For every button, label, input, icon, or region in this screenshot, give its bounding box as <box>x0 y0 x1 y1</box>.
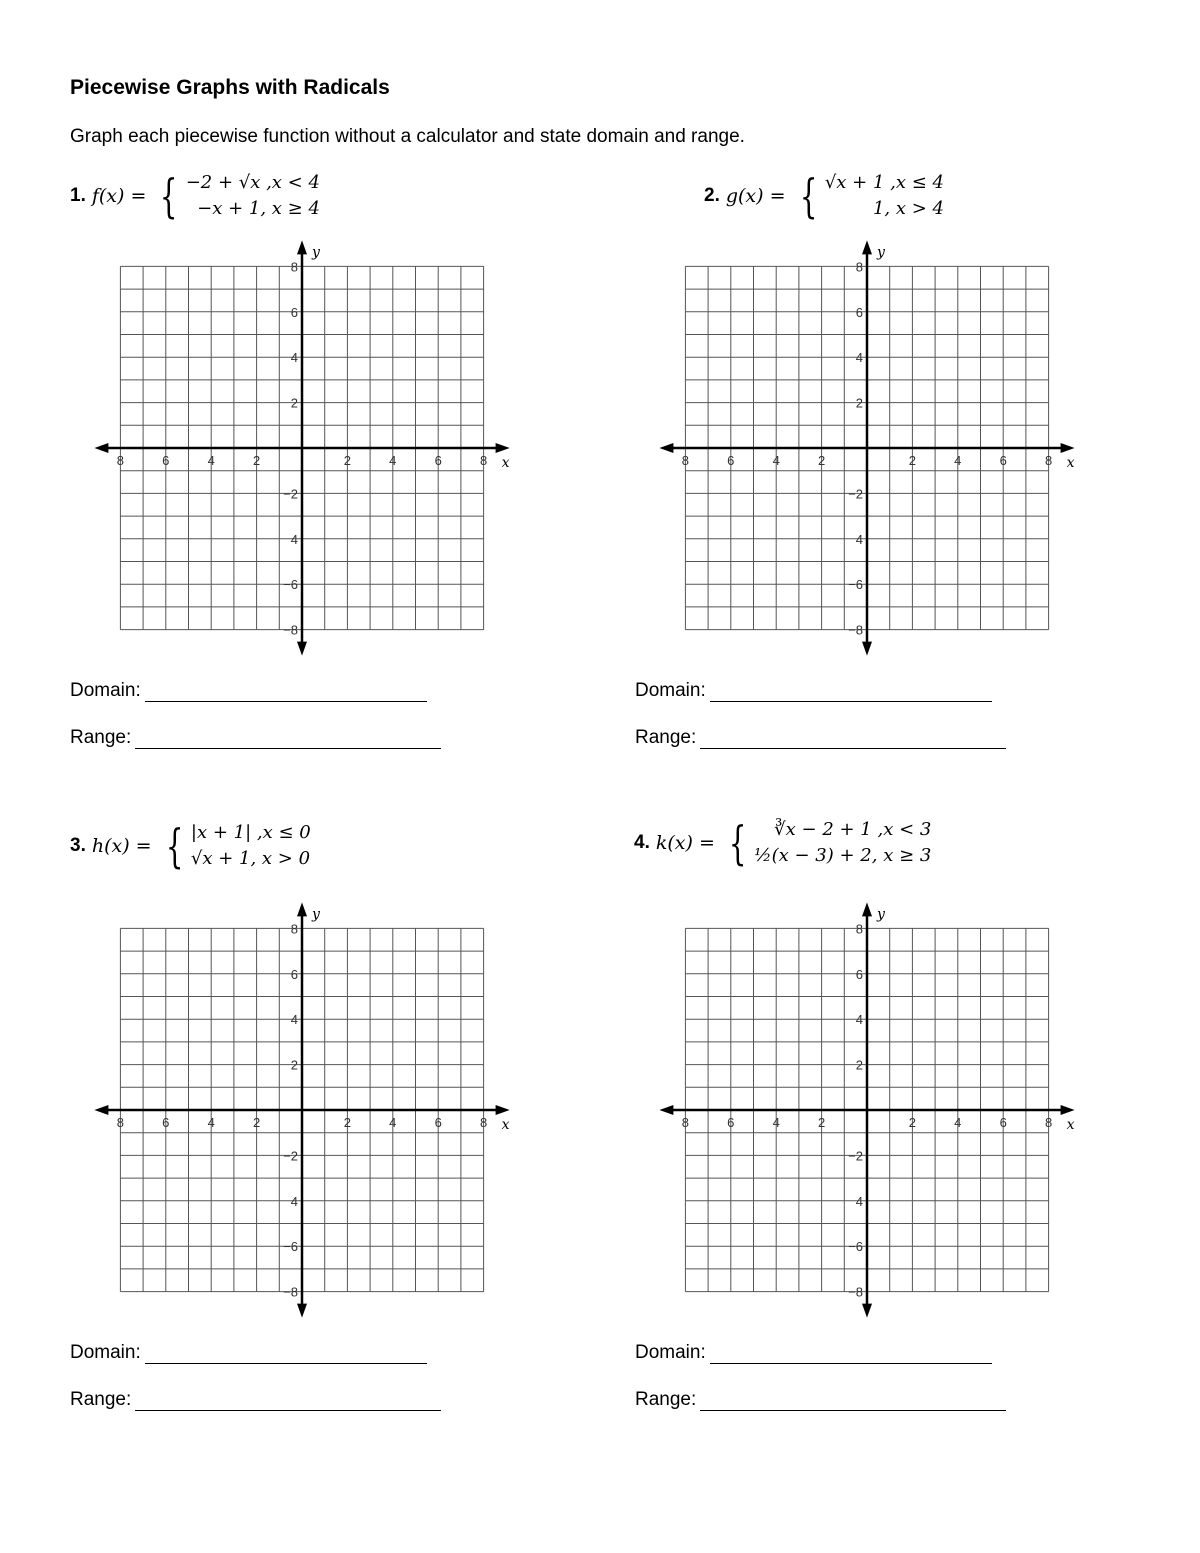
y-tick-label: 6 <box>290 966 298 982</box>
x-tick-label: 4 <box>207 453 215 468</box>
domain-blank[interactable] <box>145 681 427 702</box>
arrow-up-icon <box>297 902 307 916</box>
y-tick-label: −2 <box>283 1148 298 1164</box>
x-tick-label: 6 <box>999 453 1007 468</box>
range-answer-4[interactable] <box>635 1389 1006 1411</box>
y-axis-label: y <box>877 906 885 923</box>
y-tick-label: 4 <box>290 1012 298 1028</box>
x-tick-label: 8 <box>681 453 690 468</box>
x-tick-label: 6 <box>999 1115 1007 1130</box>
instructions: Graph each piecewise function without a calculator and state domain and range. <box>70 126 745 147</box>
y-tick-label: 8 <box>855 259 863 275</box>
range-answer-3[interactable] <box>70 1389 441 1411</box>
domain-blank[interactable] <box>145 1343 427 1364</box>
x-axis-label: x <box>501 1117 510 1133</box>
x-tick-label: 2 <box>252 1115 261 1130</box>
y-tick-label: −2 <box>848 486 863 502</box>
y-tick-label: 4 <box>290 531 298 547</box>
domain-label: Domain: <box>635 1342 706 1363</box>
y-tick-label: 4 <box>855 350 863 366</box>
y-tick-label: 2 <box>855 395 863 411</box>
page-title: Piecewise Graphs with Radicals <box>70 76 390 99</box>
y-axis-label: y <box>877 244 885 261</box>
y-tick-label: 6 <box>290 304 298 320</box>
x-tick-label: 4 <box>389 453 397 468</box>
x-tick-label: 6 <box>727 453 735 468</box>
range-label: Range: <box>635 1389 697 1410</box>
range-blank[interactable] <box>700 728 1006 749</box>
arrow-right-icon <box>496 1105 510 1115</box>
arrow-up-icon <box>862 240 872 254</box>
case-1: √x + 1 ,x ≤ 4 <box>824 172 944 193</box>
x-tick-label: 2 <box>343 453 352 468</box>
range-answer-1[interactable] <box>70 727 441 749</box>
y-tick-label: 4 <box>290 350 298 366</box>
x-tick-label: 4 <box>389 1115 397 1130</box>
domain-answer-4[interactable] <box>635 1342 992 1364</box>
y-tick-label: 8 <box>855 921 863 937</box>
problem-number: 1. <box>70 185 86 206</box>
arrow-down-icon <box>862 1304 872 1318</box>
x-tick-label: 2 <box>908 453 917 468</box>
x-tick-label: 4 <box>954 1115 962 1130</box>
domain-answer-3[interactable] <box>70 1342 427 1364</box>
x-tick-label: 6 <box>434 1115 442 1130</box>
x-axis-label: x <box>501 455 510 471</box>
y-axis-label: y <box>312 906 320 923</box>
y-tick-label: −8 <box>848 1284 863 1300</box>
range-label: Range: <box>70 1389 132 1410</box>
y-tick-label: −2 <box>283 486 298 502</box>
arrow-left-icon <box>94 1105 108 1115</box>
case-1: −2 + √x ,x < 4 <box>185 172 320 193</box>
y-tick-label: −6 <box>848 577 863 593</box>
x-tick-label: 2 <box>343 1115 352 1130</box>
y-axis-label: y <box>312 244 320 261</box>
function-name: g(x) = <box>725 185 786 207</box>
case-1: ∛x − 2 + 1 ,x < 3 <box>774 819 932 840</box>
y-tick-label: 4 <box>855 1193 863 1209</box>
problem-number: 3. <box>70 835 86 856</box>
range-blank[interactable] <box>135 728 441 749</box>
range-blank[interactable] <box>700 1390 1006 1411</box>
x-tick-label: 2 <box>817 453 826 468</box>
domain-label: Domain: <box>635 680 706 701</box>
x-tick-label: 8 <box>1044 453 1053 468</box>
range-label: Range: <box>635 727 697 748</box>
x-tick-label: 4 <box>772 453 780 468</box>
problem-number: 2. <box>704 185 720 206</box>
case-1: |x + 1| ,x ≤ 0 <box>190 822 311 843</box>
domain-answer-1[interactable] <box>70 680 427 702</box>
x-tick-label: 4 <box>772 1115 780 1130</box>
x-tick-label: 4 <box>954 453 962 468</box>
x-tick-label: 8 <box>479 1115 488 1130</box>
arrow-left-icon <box>659 1105 673 1115</box>
arrow-left-icon <box>659 443 673 453</box>
y-tick-label: 2 <box>290 1057 298 1073</box>
x-tick-label: 6 <box>434 453 442 468</box>
function-name: f(x) = <box>91 185 147 207</box>
x-axis-label: x <box>1066 455 1075 471</box>
y-tick-label: −8 <box>283 622 298 638</box>
x-tick-label: 8 <box>116 453 125 468</box>
case-2: −x + 1, x ≥ 4 <box>197 198 320 219</box>
problem-number: 4. <box>634 832 650 853</box>
y-tick-label: −8 <box>848 622 863 638</box>
arrow-up-icon <box>862 902 872 916</box>
y-tick-label: 4 <box>855 1012 863 1028</box>
arrow-down-icon <box>297 642 307 656</box>
domain-answer-2[interactable] <box>635 680 992 702</box>
domain-blank[interactable] <box>710 1343 992 1364</box>
x-tick-label: 8 <box>681 1115 690 1130</box>
domain-label: Domain: <box>70 680 141 701</box>
arrow-down-icon <box>862 642 872 656</box>
y-tick-label: −2 <box>848 1148 863 1164</box>
function-name: k(x) = <box>655 832 715 854</box>
y-tick-label: −8 <box>283 1284 298 1300</box>
y-tick-label: 4 <box>290 1193 298 1209</box>
y-tick-label: −6 <box>283 1239 298 1255</box>
x-tick-label: 2 <box>252 453 261 468</box>
x-tick-label: 6 <box>162 453 170 468</box>
y-tick-label: 6 <box>855 304 863 320</box>
case-2: √x + 1, x > 0 <box>190 848 311 869</box>
y-tick-label: −6 <box>848 1239 863 1255</box>
x-tick-label: 4 <box>207 1115 215 1130</box>
x-tick-label: 6 <box>162 1115 170 1130</box>
x-tick-label: 8 <box>116 1115 125 1130</box>
y-tick-label: 2 <box>290 395 298 411</box>
function-name: h(x) = <box>91 835 152 857</box>
brace-icon: { <box>728 816 747 870</box>
brace-icon: { <box>165 819 184 873</box>
y-tick-label: 2 <box>855 1057 863 1073</box>
domain-blank[interactable] <box>710 681 992 702</box>
arrow-right-icon <box>496 443 510 453</box>
domain-label: Domain: <box>70 1342 141 1363</box>
range-blank[interactable] <box>135 1390 441 1411</box>
case-2: ½(x − 3) + 2, x ≥ 3 <box>754 845 932 866</box>
case-2: 1, x > 4 <box>872 198 944 219</box>
x-axis-label: x <box>1066 1117 1075 1133</box>
brace-icon: { <box>160 169 178 223</box>
y-tick-label: 8 <box>290 921 298 937</box>
arrow-left-icon <box>94 443 108 453</box>
y-tick-label: −6 <box>283 577 298 593</box>
y-tick-label: 6 <box>855 966 863 982</box>
arrow-right-icon <box>1061 1105 1075 1115</box>
x-tick-label: 2 <box>817 1115 826 1130</box>
arrow-right-icon <box>1061 443 1075 453</box>
y-tick-label: 8 <box>290 259 298 275</box>
range-answer-2[interactable] <box>635 727 1006 749</box>
x-tick-label: 6 <box>727 1115 735 1130</box>
brace-icon: { <box>799 169 817 223</box>
arrow-down-icon <box>297 1304 307 1318</box>
range-label: Range: <box>70 727 132 748</box>
x-tick-label: 8 <box>479 453 488 468</box>
y-tick-label: 4 <box>855 531 863 547</box>
arrow-up-icon <box>297 240 307 254</box>
x-tick-label: 2 <box>908 1115 917 1130</box>
x-tick-label: 8 <box>1044 1115 1053 1130</box>
